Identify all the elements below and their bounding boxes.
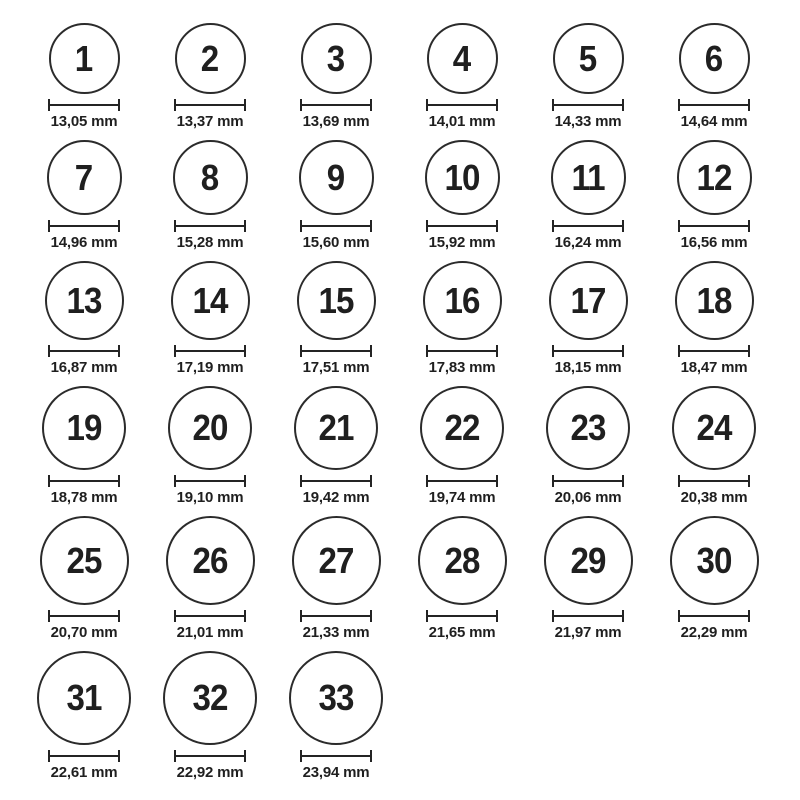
ring-circle (549, 261, 628, 340)
chart-row (21, 651, 800, 781)
diameter-label: 23,94 mm (302, 764, 370, 781)
diameter-label: 13,37 mm (176, 113, 244, 130)
diameter-measure-line (552, 345, 624, 357)
ring-circle (427, 23, 498, 94)
chart-row (21, 261, 800, 376)
diameter-measure-line (300, 610, 372, 622)
ring-size-item (273, 140, 399, 251)
ring-size-number: 6 (705, 37, 723, 79)
ring-size-item (525, 386, 651, 506)
diameter-measure-line (300, 750, 372, 762)
diameter-label: 14,96 mm (50, 234, 118, 251)
diameter-label: 22,92 mm (176, 764, 244, 781)
diameter-label: 20,06 mm (554, 489, 622, 506)
ring-circle (544, 516, 633, 605)
ring-size-item (147, 261, 273, 376)
diameter-measure-line (48, 345, 120, 357)
ring-size-item (147, 23, 273, 130)
diameter-label: 17,83 mm (428, 359, 496, 376)
diameter-measure-line (678, 610, 750, 622)
ring-circle (423, 261, 502, 340)
diameter-measure-line (426, 220, 498, 232)
diameter-measure-line (300, 475, 372, 487)
ring-circle (175, 23, 246, 94)
diameter-label: 15,28 mm (176, 234, 244, 251)
diameter-label: 16,24 mm (554, 234, 622, 251)
ring-size-item (651, 516, 777, 641)
ring-size-number: 24 (696, 407, 732, 448)
ring-size-item (147, 516, 273, 641)
ring-size-item (525, 23, 651, 130)
ring-circle (163, 651, 257, 745)
diameter-label: 20,70 mm (50, 624, 118, 641)
ring-size-number: 9 (327, 156, 345, 198)
ring-circle (551, 140, 626, 215)
ring-circle (45, 261, 124, 340)
ring-size-number: 8 (201, 156, 219, 198)
ring-size-number: 3 (327, 37, 345, 79)
ring-circle (166, 516, 255, 605)
diameter-label: 19,42 mm (302, 489, 370, 506)
diameter-label: 18,78 mm (50, 489, 118, 506)
diameter-measure-line (426, 99, 498, 111)
diameter-label: 14,01 mm (428, 113, 496, 130)
diameter-measure-line (48, 750, 120, 762)
diameter-label: 18,47 mm (680, 359, 748, 376)
diameter-label: 18,15 mm (554, 359, 622, 376)
ring-size-item (273, 651, 399, 781)
diameter-measure-line (678, 220, 750, 232)
diameter-measure-line (678, 475, 750, 487)
diameter-label: 13,05 mm (50, 113, 118, 130)
chart-row (21, 516, 800, 641)
ring-circle (294, 386, 378, 470)
diameter-measure-line (174, 345, 246, 357)
ring-circle (420, 386, 504, 470)
chart-row (21, 23, 800, 130)
ring-circle (49, 23, 120, 94)
ring-size-item (147, 386, 273, 506)
ring-circle (171, 261, 250, 340)
ring-size-item (21, 651, 147, 781)
ring-size-number: 30 (696, 539, 732, 581)
diameter-measure-line (552, 99, 624, 111)
diameter-label: 19,74 mm (428, 489, 496, 506)
diameter-measure-line (174, 750, 246, 762)
ring-circle (670, 516, 759, 605)
diameter-label: 22,29 mm (680, 624, 748, 641)
diameter-measure-line (552, 610, 624, 622)
diameter-label: 16,56 mm (680, 234, 748, 251)
diameter-label: 14,33 mm (554, 113, 622, 130)
diameter-label: 15,60 mm (302, 234, 370, 251)
diameter-label: 13,69 mm (302, 113, 370, 130)
diameter-label: 22,61 mm (50, 764, 118, 781)
ring-size-number: 16 (444, 279, 480, 321)
diameter-label: 17,19 mm (176, 359, 244, 376)
ring-size-item (651, 261, 777, 376)
ring-size-number: 1 (75, 37, 93, 79)
ring-size-number: 14 (192, 279, 228, 321)
diameter-measure-line (48, 475, 120, 487)
ring-circle (425, 140, 500, 215)
ring-size-number: 19 (66, 407, 102, 448)
diameter-label: 21,33 mm (302, 624, 370, 641)
ring-size-item (399, 23, 525, 130)
diameter-measure-line (48, 99, 120, 111)
diameter-label: 19,10 mm (176, 489, 244, 506)
ring-circle (675, 261, 754, 340)
ring-circle (37, 651, 131, 745)
diameter-measure-line (174, 99, 246, 111)
diameter-label: 21,01 mm (176, 624, 244, 641)
ring-size-number: 28 (444, 539, 480, 581)
ring-size-item (651, 386, 777, 506)
ring-size-number: 21 (318, 407, 354, 448)
diameter-measure-line (678, 345, 750, 357)
ring-size-item (147, 140, 273, 251)
ring-size-number: 31 (66, 677, 102, 718)
diameter-measure-line (552, 475, 624, 487)
diameter-measure-line (48, 610, 120, 622)
ring-size-number: 23 (570, 407, 606, 448)
ring-circle (553, 23, 624, 94)
ring-size-number: 5 (579, 37, 597, 79)
ring-circle (679, 23, 750, 94)
ring-size-item (651, 23, 777, 130)
ring-size-item (399, 140, 525, 251)
chart-row (21, 386, 800, 506)
ring-circle (292, 516, 381, 605)
ring-size-number: 27 (318, 539, 354, 581)
ring-size-item (525, 516, 651, 641)
ring-size-number: 26 (192, 539, 228, 581)
diameter-measure-line (300, 99, 372, 111)
diameter-label: 14,64 mm (680, 113, 748, 130)
ring-size-number: 10 (444, 156, 480, 198)
ring-size-number: 25 (66, 539, 102, 581)
diameter-measure-line (552, 220, 624, 232)
ring-size-number: 13 (66, 279, 102, 321)
ring-size-number: 33 (318, 677, 354, 718)
ring-size-item (21, 386, 147, 506)
ring-size-item (273, 516, 399, 641)
ring-size-item (525, 261, 651, 376)
ring-circle (40, 516, 129, 605)
ring-circle (677, 140, 752, 215)
ring-size-number: 18 (696, 279, 732, 321)
diameter-label: 15,92 mm (428, 234, 496, 251)
ring-size-number: 20 (192, 407, 228, 448)
ring-size-item (399, 516, 525, 641)
chart-row (21, 140, 800, 251)
ring-size-item (273, 386, 399, 506)
ring-size-item (525, 140, 651, 251)
ring-size-item (399, 261, 525, 376)
ring-size-item (651, 140, 777, 251)
ring-size-number: 29 (570, 539, 606, 581)
ring-size-number: 4 (453, 37, 471, 79)
diameter-label: 20,38 mm (680, 489, 748, 506)
diameter-measure-line (426, 610, 498, 622)
diameter-measure-line (174, 475, 246, 487)
diameter-measure-line (300, 220, 372, 232)
ring-circle (299, 140, 374, 215)
ring-size-item (273, 23, 399, 130)
ring-size-number: 17 (570, 279, 606, 321)
diameter-measure-line (300, 345, 372, 357)
diameter-measure-line (426, 345, 498, 357)
diameter-label: 16,87 mm (50, 359, 118, 376)
ring-circle (42, 386, 126, 470)
ring-circle (297, 261, 376, 340)
ring-size-item (21, 261, 147, 376)
ring-size-number: 32 (192, 677, 228, 718)
diameter-label: 17,51 mm (302, 359, 370, 376)
ring-size-number: 15 (318, 279, 354, 321)
ring-size-number: 2 (201, 37, 219, 79)
ring-size-item (21, 23, 147, 130)
ring-size-item (21, 516, 147, 641)
ring-size-number: 7 (75, 156, 93, 198)
diameter-measure-line (426, 475, 498, 487)
ring-size-item (147, 651, 273, 781)
ring-size-item (273, 261, 399, 376)
diameter-measure-line (174, 220, 246, 232)
ring-circle (672, 386, 756, 470)
ring-circle (546, 386, 630, 470)
diameter-measure-line (678, 99, 750, 111)
ring-circle (418, 516, 507, 605)
ring-circle (289, 651, 383, 745)
diameter-measure-line (174, 610, 246, 622)
ring-size-number: 11 (571, 156, 605, 198)
ring-circle (168, 386, 252, 470)
ring-size-number: 12 (696, 156, 732, 198)
ring-size-item (21, 140, 147, 251)
ring-size-number: 22 (444, 407, 480, 448)
diameter-label: 21,97 mm (554, 624, 622, 641)
ring-circle (47, 140, 122, 215)
ring-size-item (399, 386, 525, 506)
diameter-label: 21,65 mm (428, 624, 496, 641)
ring-circle (173, 140, 248, 215)
diameter-measure-line (48, 220, 120, 232)
ring-circle (301, 23, 372, 94)
